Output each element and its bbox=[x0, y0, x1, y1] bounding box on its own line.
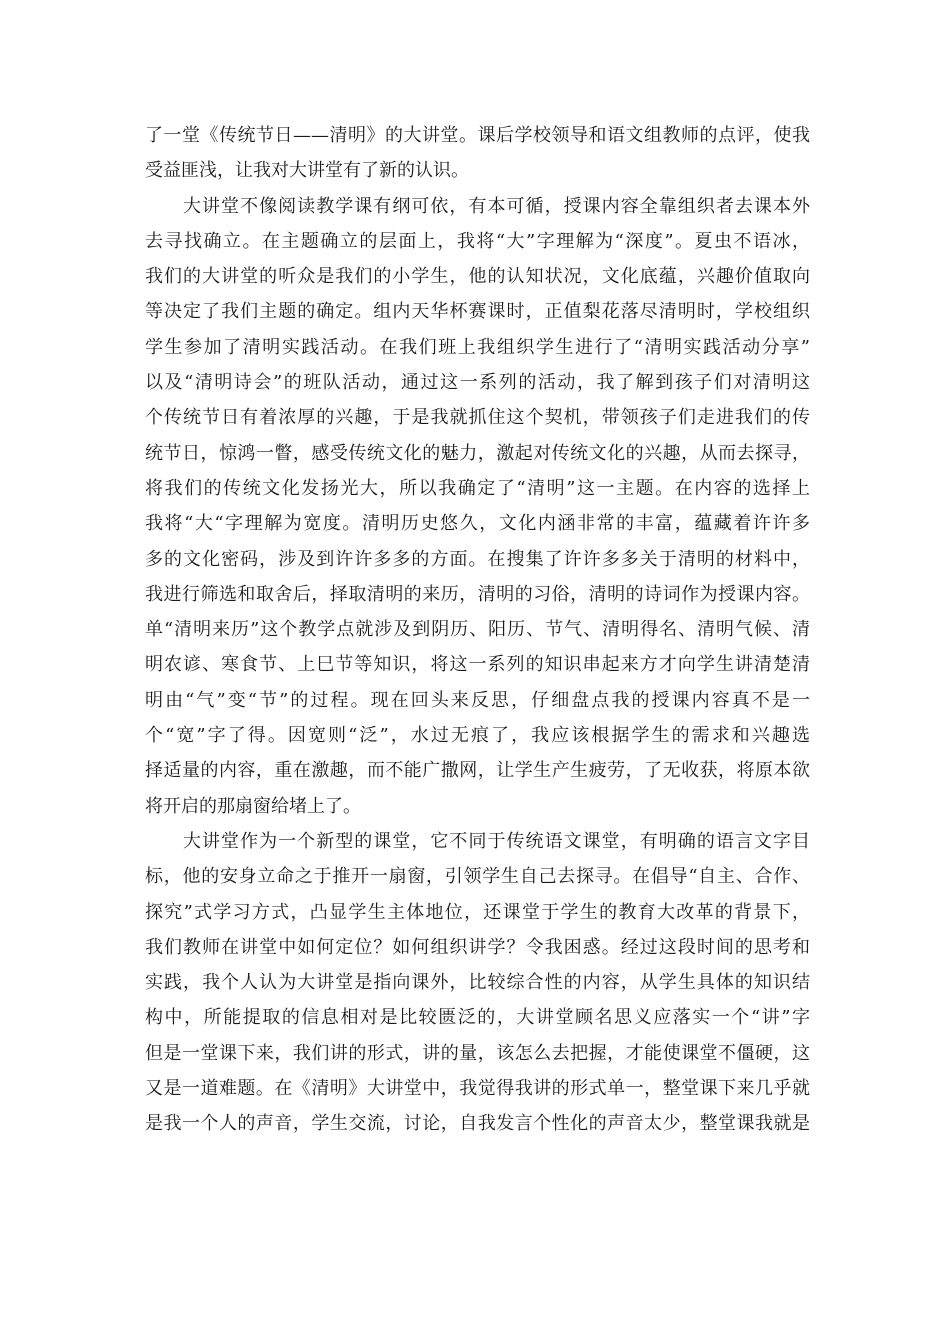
text-line: 我进行筛选和取舍后，择取清明的来历，清明的习俗，清明的诗词作为授课内容。 bbox=[145, 583, 810, 605]
text-line: 个传统节日有着浓厚的兴趣，于是我就抓住这个契机，带领孩子们走进我们的传 bbox=[145, 407, 810, 429]
text-line: 探究”式学习方式，凸显学生主体地位，还课堂于学生的教育大改革的背景下， bbox=[145, 901, 810, 923]
text-line: 我将“大“字理解为宽度。清明历史悠久，文化内涵非常的丰富，蕴藏着许许多 bbox=[145, 513, 810, 535]
paragraph-1 bbox=[145, 118, 810, 189]
text-line: 大讲堂不像阅读教学课有纲可依，有本可循，授课内容全靠组织者去课本外 bbox=[183, 195, 810, 217]
text-line: 明由“气”变“节”的过程。现在回头来反思，仔细盘点我的授课内容真不是一 bbox=[145, 689, 810, 711]
text-line: 标，他的安身立命之于推开一扇窗，引领学生自己去探寻。在倡导“自主、合作、 bbox=[145, 866, 810, 888]
text-line: 明农谚、寒食节、上巳节等知识，将这一系列的知识串起来方才向学生讲清楚清 bbox=[145, 654, 810, 676]
text-line: 但是一堂课下来，我们讲的形式，讲的量，该怎么去把握，才能使课堂不僵硬，这 bbox=[145, 1042, 810, 1064]
text-line: 以及“清明诗会”的班队活动，通过这一系列的活动，我了解到孩子们对清明这 bbox=[145, 372, 810, 394]
text-line: 将开启的那扇窗给堵上了。 bbox=[145, 795, 361, 817]
text-line: 去寻找确立。在主题确立的层面上，我将“大”字理解为“深度”。夏虫不语冰， bbox=[145, 230, 810, 252]
text-line: 我们教师在讲堂中如何定位？如何组织讲学？令我困惑。经过这段时间的思考和 bbox=[145, 936, 810, 958]
text-line: 择适量的内容，重在激趣，而不能广撒网，让学生产生疲劳，了无收获，将原本欲 bbox=[145, 760, 810, 782]
paragraph-2 bbox=[145, 189, 810, 824]
text-line: 又是一道难题。在《清明》大讲堂中，我觉得我讲的形式单一，整堂课下来几乎就 bbox=[145, 1078, 810, 1100]
text-line: 学生参加了清明实践活动。在我们班上我组织学生进行了“清明实践活动分享” bbox=[145, 336, 810, 358]
text-line: 多的文化密码，涉及到许许多多的方面。在搜集了许许多多关于清明的材料中， bbox=[145, 548, 810, 570]
text-line: 将我们的传统文化发扬光大，所以我确定了“清明”这一主题。在内容的选择上 bbox=[145, 477, 810, 499]
text-line: 大讲堂作为一个新型的课堂，它不同于传统语文课堂，有明确的语言文字目 bbox=[183, 830, 810, 852]
text-line: 构中，所能提取的信息相对是比较匮泛的，大讲堂顾名思义应落实一个“讲”字 bbox=[145, 1007, 810, 1029]
body-text bbox=[145, 118, 810, 1142]
text-line: 等决定了我们主题的确定。组内天华杯赛课时，正值梨花落尽清明时，学校组织 bbox=[145, 301, 810, 323]
text-line: 受益匪浅，让我对大讲堂有了新的认识。 bbox=[145, 160, 469, 182]
text-line: 我们的大讲堂的听众是我们的小学生，他的认知状况，文化底蕴，兴趣价值取向 bbox=[145, 266, 810, 288]
text-line: 了一堂《传统节日——清明》的大讲堂。课后学校领导和语文组教师的点评，使我 bbox=[145, 125, 810, 146]
text-line: 是我一个人的声音，学生交流，讨论，自我发言个性化的声音太少，整堂课我就是 bbox=[145, 1113, 810, 1135]
text-line: 单“清明来历”这个教学点就涉及到阴历、阳历、节气、清明得名、清明气候、清 bbox=[145, 619, 810, 641]
paragraph-3 bbox=[145, 824, 810, 1142]
text-line: 统节日，惊鸿一瞥，感受传统文化的魅力，激起对传统文化的兴趣，从而去探寻， bbox=[145, 442, 810, 464]
text-line: 实践，我个人认为大讲堂是指向课外，比较综合性的内容，从学生具体的知识结 bbox=[145, 972, 810, 994]
text-line: 个“宽”字了得。因宽则“泛”，水过无痕了，我应该根据学生的需求和兴趣选 bbox=[145, 725, 810, 747]
